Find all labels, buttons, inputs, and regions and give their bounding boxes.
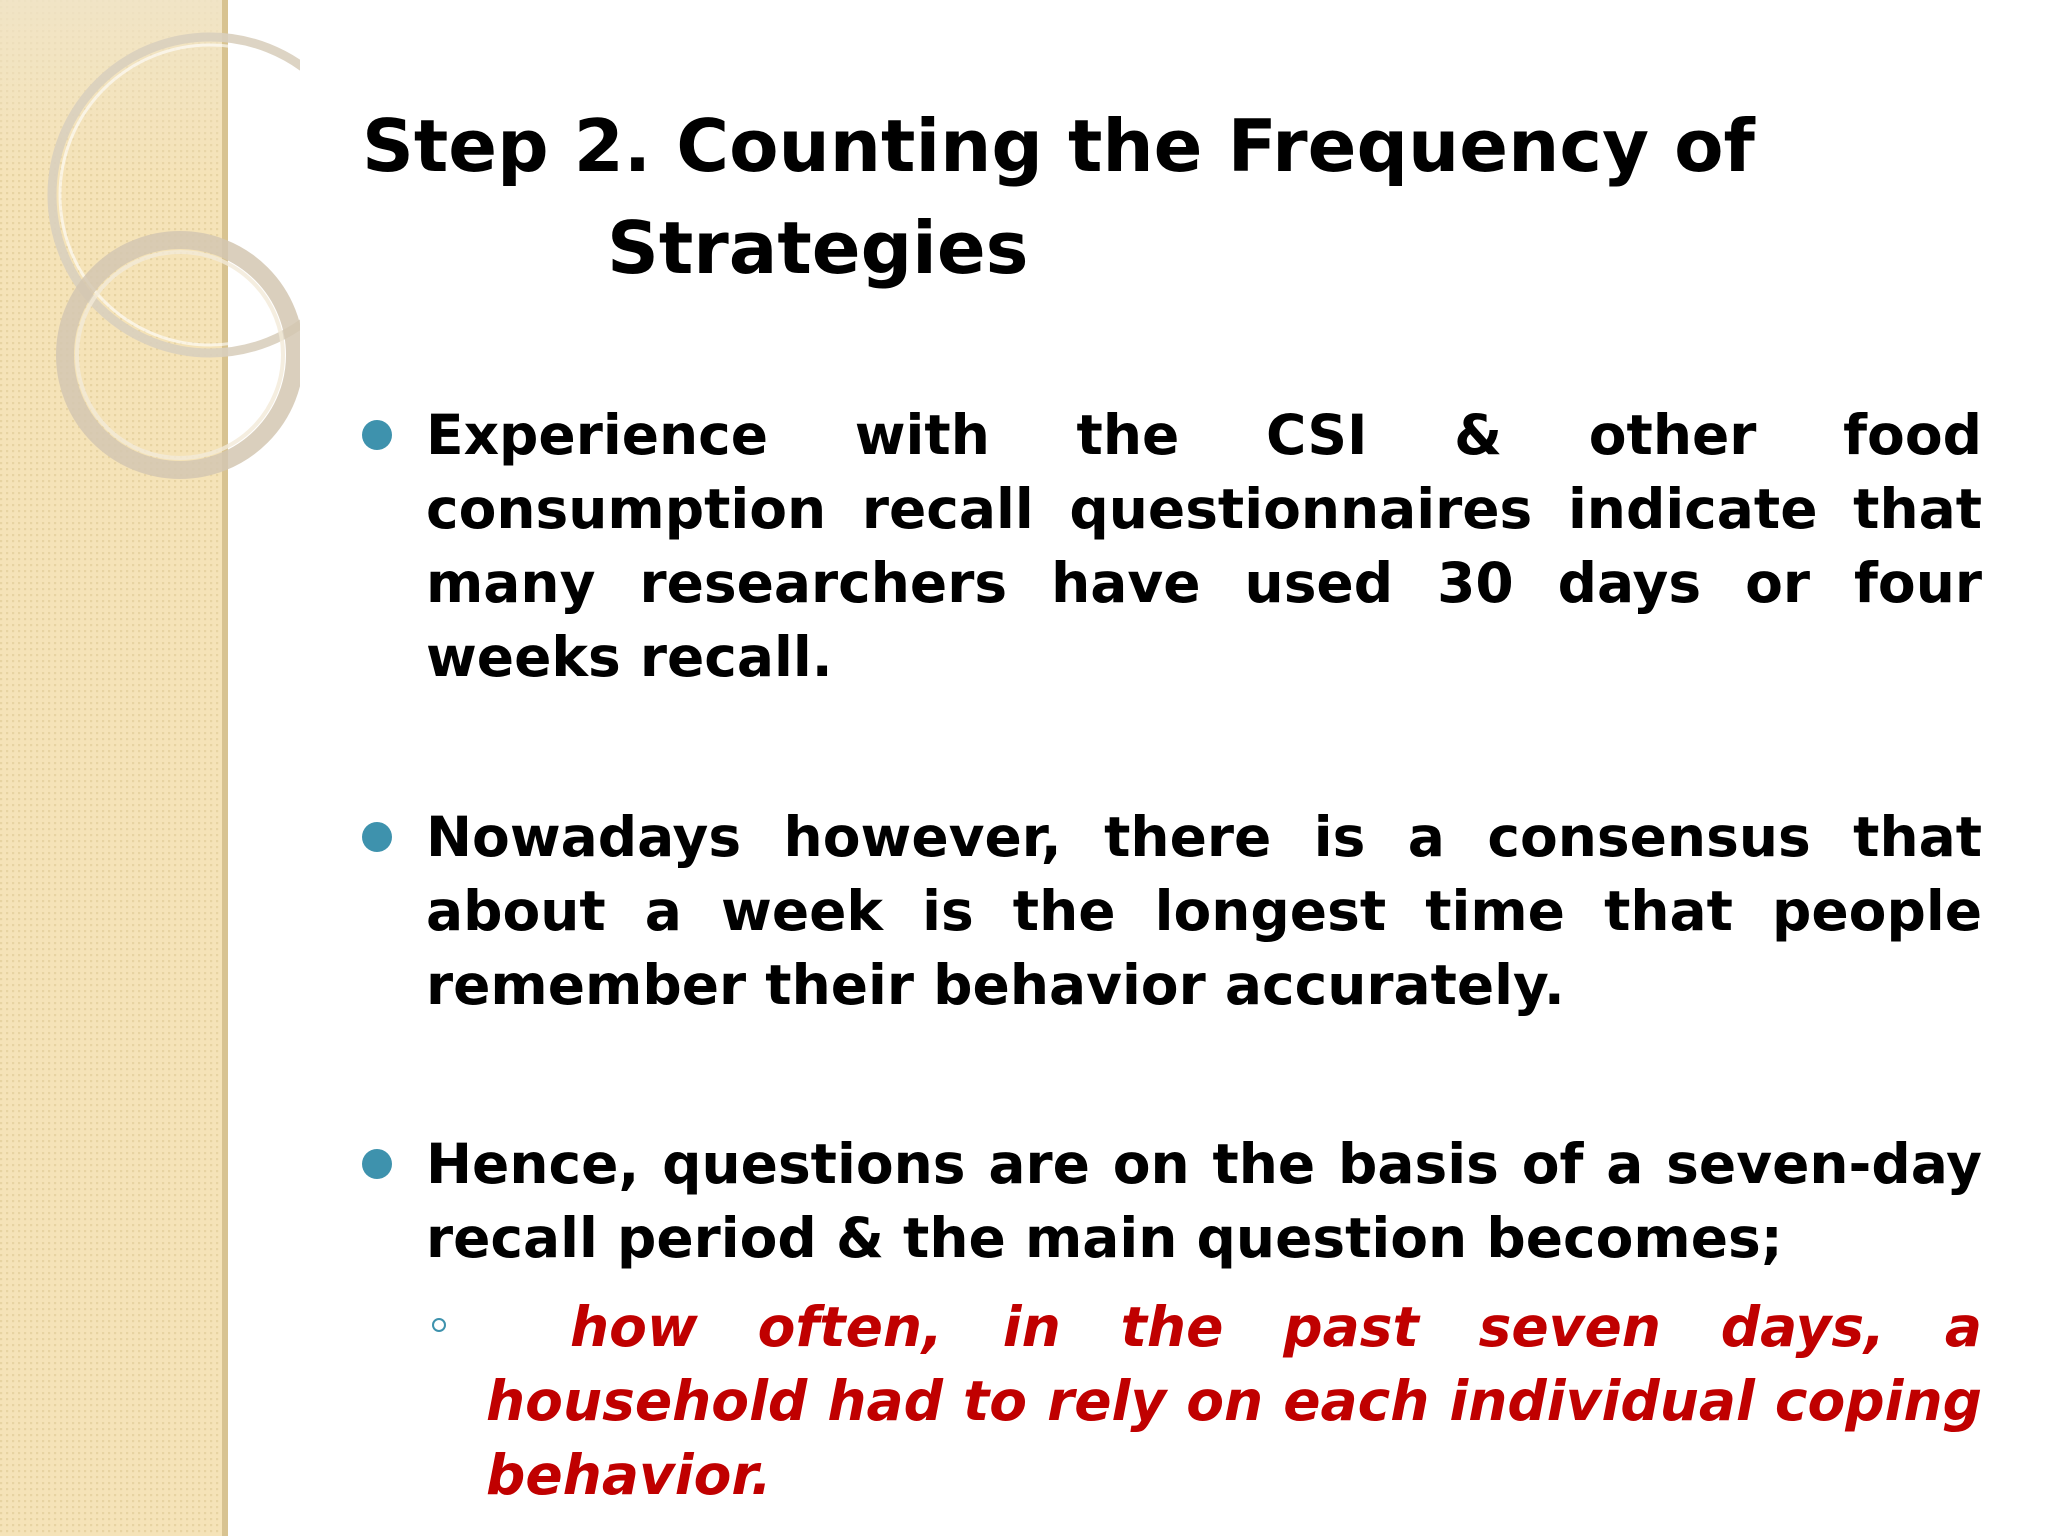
ring-small-inner xyxy=(77,252,283,458)
bullet-dot-icon xyxy=(362,822,392,852)
bullet-item xyxy=(362,800,1982,1022)
bullet-item xyxy=(362,398,1982,694)
slide-title-line1: Step 2. Counting the Frequency of xyxy=(362,104,1755,188)
decorative-rings xyxy=(0,0,300,520)
ring-small xyxy=(65,240,295,470)
bullet-dot-icon xyxy=(362,420,392,450)
slide-title xyxy=(362,95,1762,299)
sub-bullet-circle-icon xyxy=(432,1318,446,1332)
sub-bullet-text: how often, in the past seven days, a household had to rely on each individual coping behavior. xyxy=(486,1295,1982,1507)
sub-bullet-item xyxy=(432,1290,1982,1512)
slide-title-line2: Strategies xyxy=(607,206,1029,290)
bullet-dot-icon xyxy=(362,1149,392,1179)
bullet-text: Hence, questions are on the basis of a seven-day recall period & the main question becomes; xyxy=(426,1132,1982,1270)
bullet-text: Nowadays however, there is a consensus that about a week is the longest time that people remember their behavior accurately. xyxy=(426,805,1982,1017)
bullet-item xyxy=(362,1127,1982,1275)
bullet-text: Experience with the CSI & other food consumption recall questionnaires indicate that many researchers have used 30 days or four weeks recall. xyxy=(426,403,1982,689)
